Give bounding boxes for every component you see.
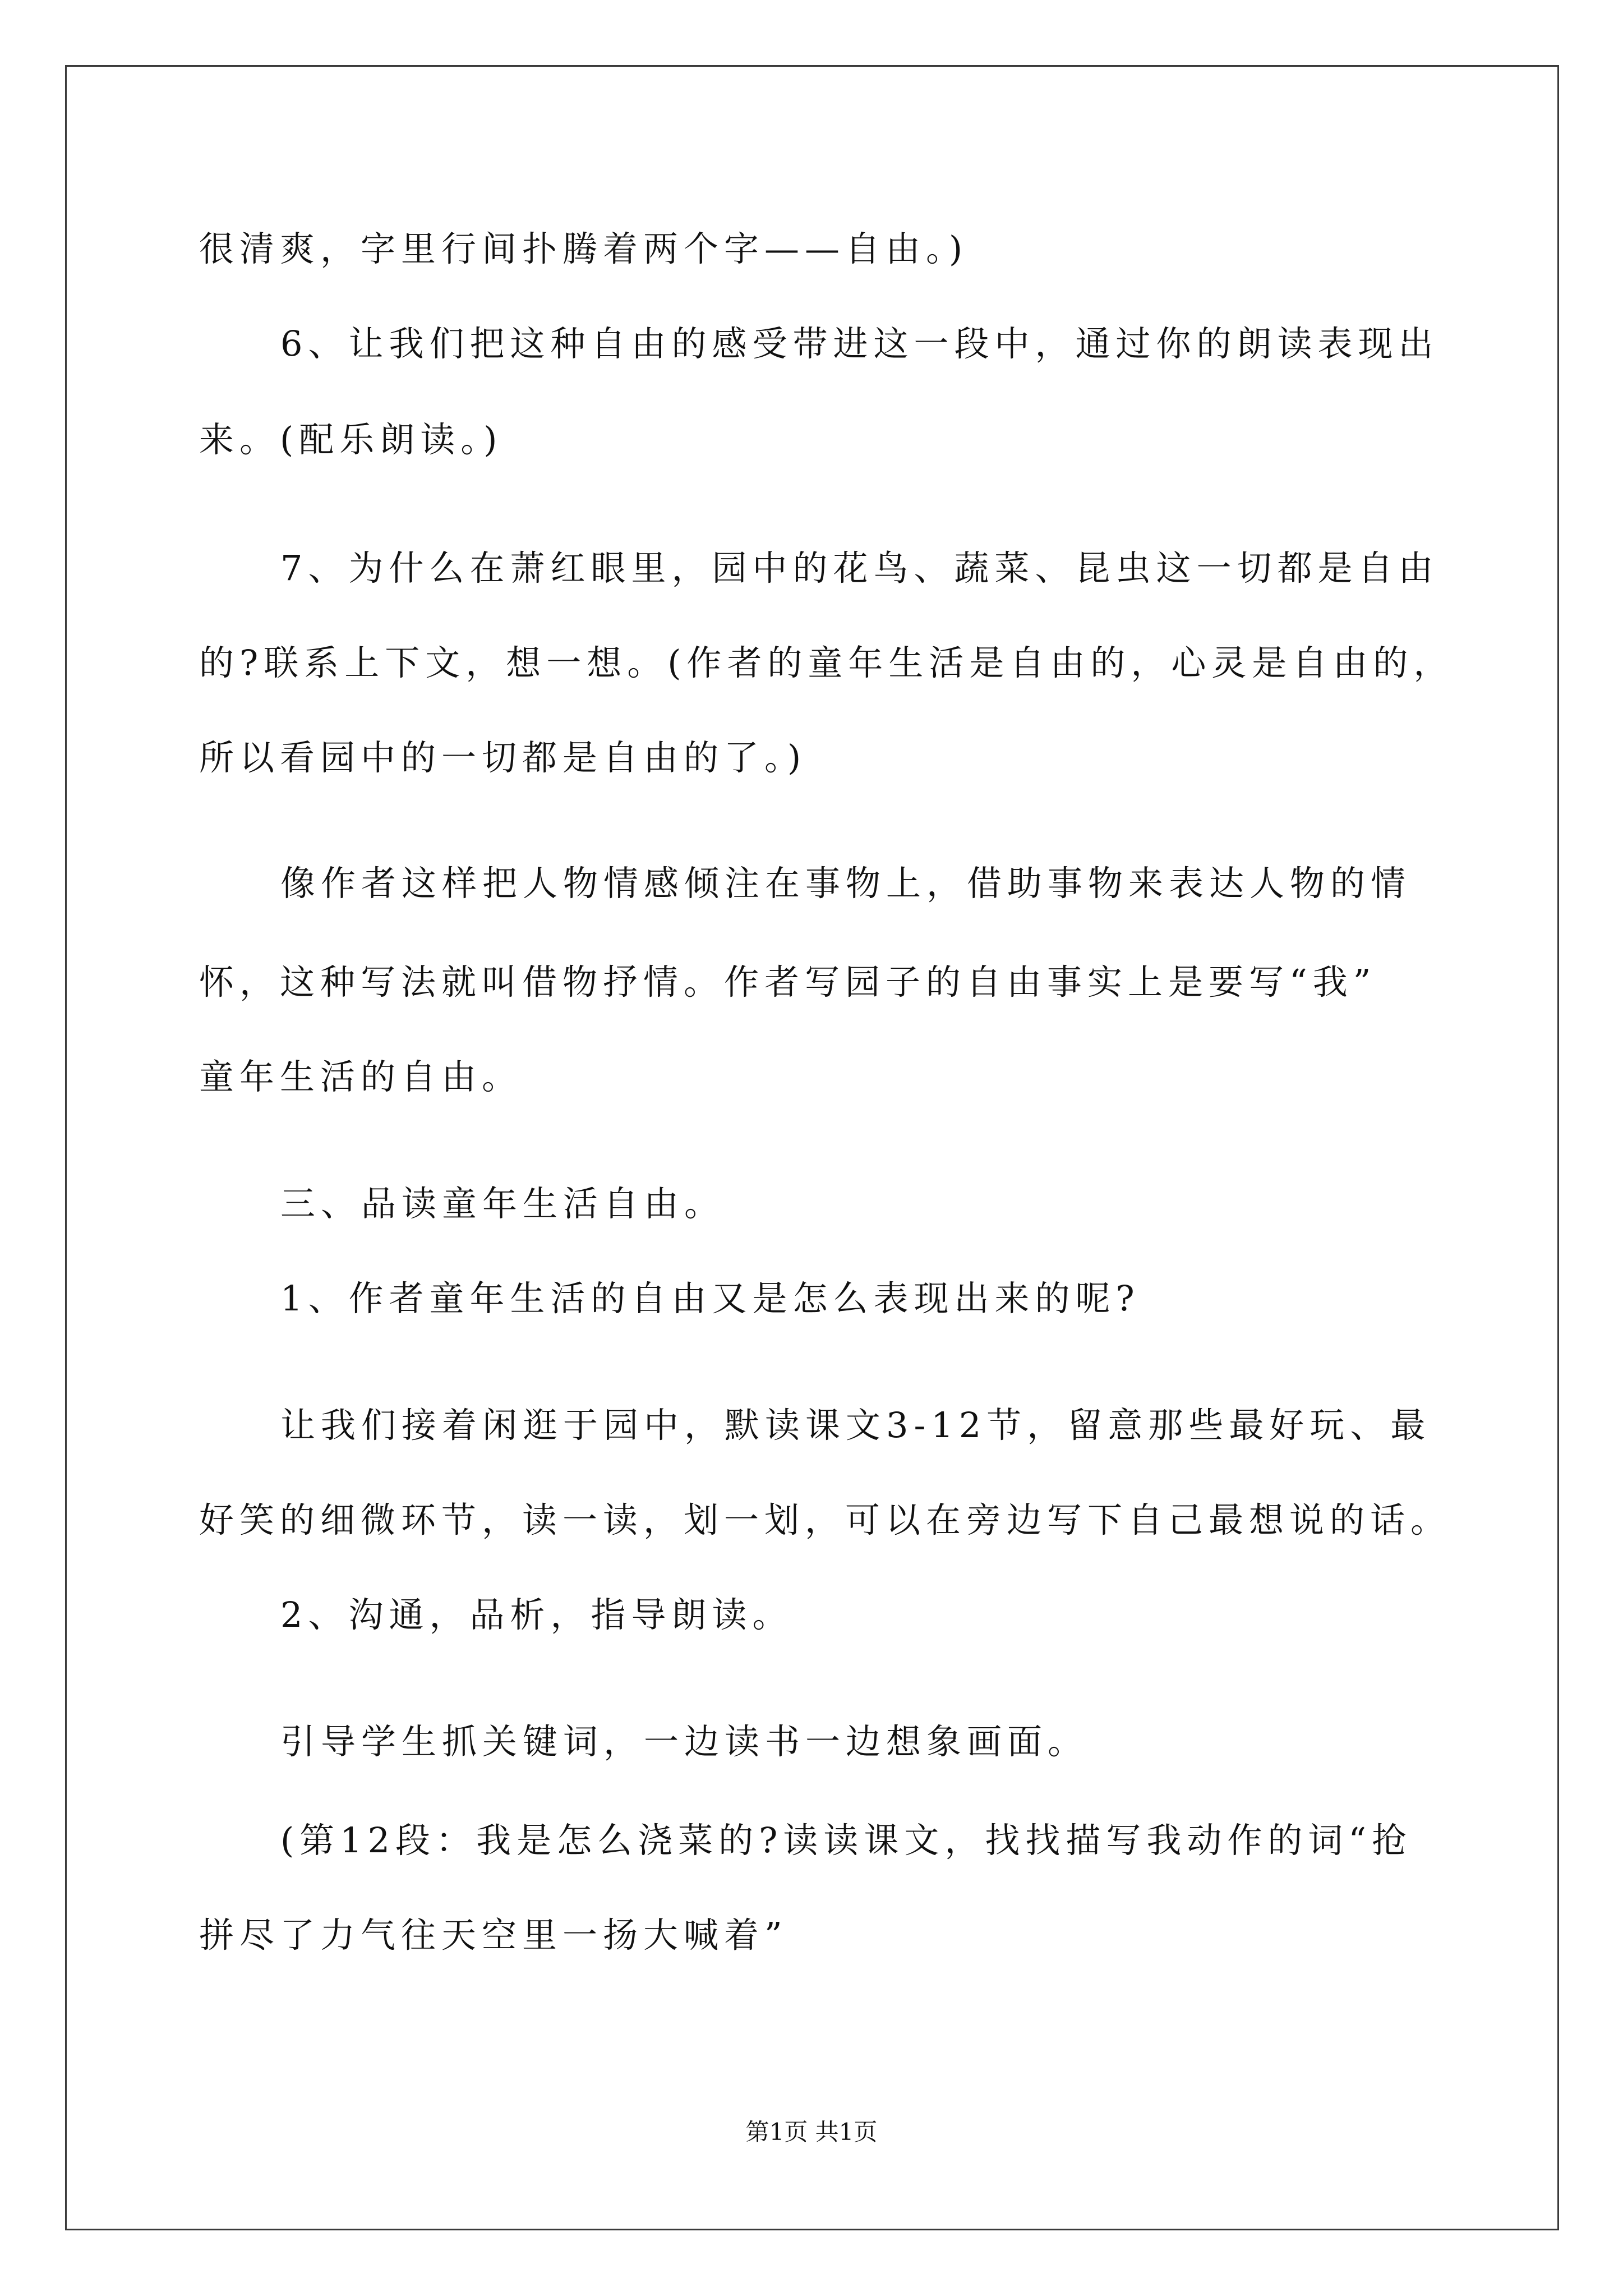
text-line-4: 7、为什么在萧红眼里，园中的花鸟、蔬菜、昆虫这一切都是自由 xyxy=(280,547,1439,588)
text-line-9: 童年生活的自由。 xyxy=(199,1056,523,1097)
text-line-17: 拼尽了力气往天空里一扬大喊着” xyxy=(199,1915,788,1955)
text-line-13: 好笑的细微环节，读一读，划一划，可以在旁边写下自己最想说的话。 xyxy=(199,1499,1451,1540)
text-line-7: 像作者这样把人物情感倾注在事物上，借助事物来表达人物的情 xyxy=(280,863,1412,904)
text-line-14: 2、沟通，品析，指导朗读。 xyxy=(280,1594,793,1635)
text-line-15: 引导学生抓关键词，一边读书一边想象画面。 xyxy=(280,1721,1089,1762)
page-border xyxy=(65,65,1559,2230)
text-line-10: 三、品读童年生活自由。 xyxy=(280,1183,725,1224)
text-line-16: (第12段：我是怎么浇菜的?读读课文，找找描写我动作的词“抢 xyxy=(280,1820,1413,1861)
text-line-1: 很清爽，字里行间扑腾着两个字——自由。) xyxy=(199,228,969,269)
text-line-2: 6、让我们把这种自由的感受带进这一段中，通过你的朗读表现出 xyxy=(280,323,1439,364)
page-footer: 第1页 共1页 xyxy=(745,2118,878,2146)
text-line-8: 怀，这种写法就叫借物抒情。作者写园子的自由事实上是要写“我” xyxy=(199,961,1377,1002)
text-line-3: 来。(配乐朗读。) xyxy=(199,419,503,460)
text-line-5: 的?联系上下文，想一想。(作者的童年生活是自由的，心灵是自由的， xyxy=(199,642,1454,683)
text-line-12: 让我们接着闲逛于园中，默读课文3-12节，留意那些最好玩、最 xyxy=(280,1405,1431,1446)
text-line-11: 1、作者童年生活的自由又是怎么表现出来的呢? xyxy=(280,1278,1140,1319)
text-line-6: 所以看园中的一切都是自由的了。) xyxy=(199,737,807,778)
